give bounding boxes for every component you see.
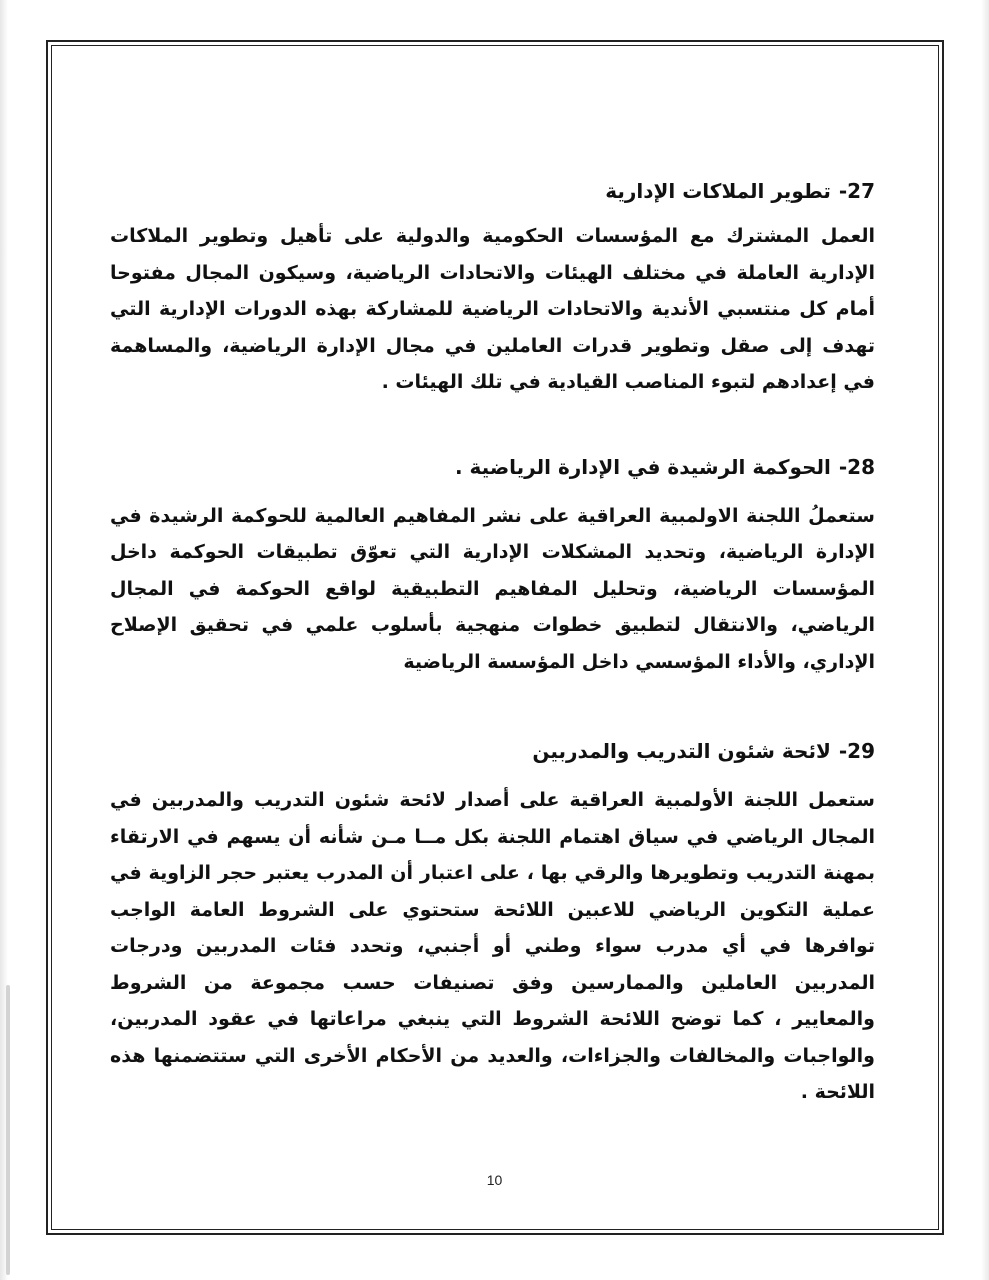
section-title: تطوير الملاكات الإدارية (605, 179, 831, 203)
section-number: 28- (838, 454, 875, 479)
section-28-heading (110, 452, 875, 482)
section-title: لائحة شئون التدريب والمدربين (532, 739, 831, 763)
section-title: الحوكمة الرشيدة في الإدارة الرياضية . (454, 454, 831, 479)
section-28-body: ستعملُ اللجنة الاولمبية العراقية على نشر المفاهيم العالمية للحوكمة الرشيدة في الإدارة الرياضية، وتحديد المشكلات الإدارية التي تعوّق تطبيقات الحوكمة داخل المؤسسات الرياضية، وتحليل المفاهيم التطبيقية لواقع الحوكمة في المجال الرياضي، والانتقال لتطبيق خطوات منهجية بأسلوب علمي في تحقيق الإصلاح الإداري، والأداء المؤسسي داخل المؤسسة الرياضية (110, 504, 875, 673)
section-27-body: العمل المشترك مع المؤسسات الحكومية والدولية على تأهيل وتطوير الملاكات الإدارية العاملة في مختلف الهيئات والاتحادات الرياضية، وسيكون المجال مفتوحا أمام كل منتسبي الأندية والاتحادات الرياضية للمشاركة بهذه الدورات الإدارية التي تهدف إلى صقل وتطوير قدرات العاملين في مجال الإدارة الرياضية، والمساهمة في إعدادهم لتبوء المناصب القيادية في تلك الهيئات . (110, 225, 875, 393)
section-29-heading (110, 736, 875, 766)
scrollbar-indicator[interactable] (6, 985, 10, 1275)
section-number: 29- (838, 739, 875, 763)
page-number: 10 (486, 1172, 503, 1188)
document-content (110, 160, 875, 1111)
page-shadow-right (981, 0, 989, 1280)
section-27-heading (110, 176, 875, 206)
section-29-body: ستعمل اللجنة الأولمبية العراقية على أصدار لائحة شئون التدريب والمدربين في المجال الرياضي في سياق اهتمام اللجنة بكل مــا مـن شأنه أن يسهم في الارتقاء بمهنة التدريب وتطويرها والرقي بها ، على اعتبار أن المدرب يعتبر حجر الزاوية في عملية التكوين الرياضي للاعبين اللائحة ستحتوي على الشروط العامة الواجب توافرها في أي مدرب سواء وطني أو أجنبي، وتحدد فئات المدربين ودرجات المدربين العاملين والممارسين وفق تصنيفات حسب مجموعة من الشروط والمعايير ، كما توضح اللائحة الشروط التي ينبغي مراعاتها في عقود المدربين، والواجبات والمخالفات والجزاءات، والعديد من الأحكام الأخرى التي ستتضمنها هذه اللائحة . (110, 789, 875, 1103)
section-number: 27- (838, 179, 875, 203)
